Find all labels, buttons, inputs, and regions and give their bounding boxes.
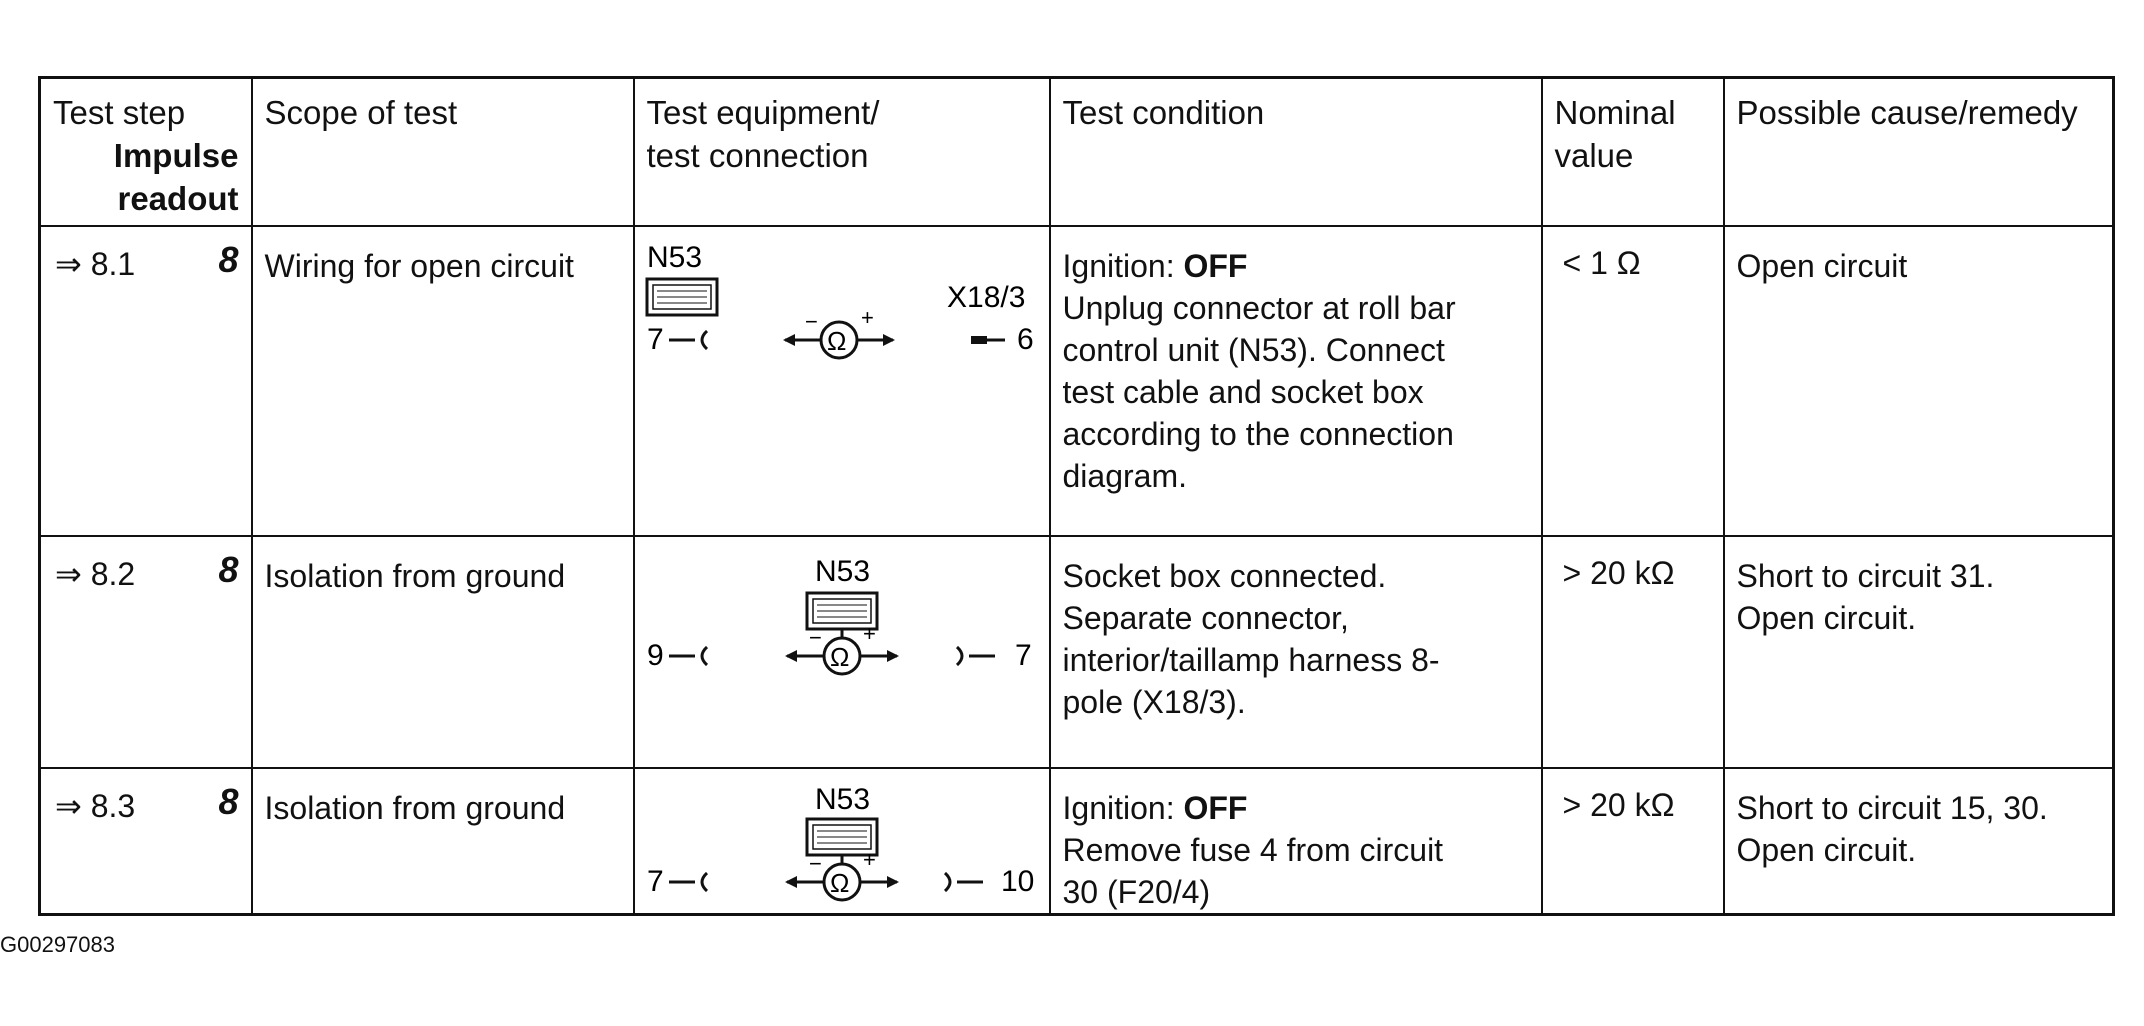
svg-text:−: − xyxy=(804,309,818,334)
right-pin-label: 10 xyxy=(1000,865,1034,898)
cause-line: Short to circuit 31. xyxy=(1736,558,1995,594)
socket-female-icon xyxy=(945,873,983,891)
nominal-cell xyxy=(1542,768,1724,915)
step-number: ⇒ 8.3 xyxy=(55,788,136,824)
right-pin-label: 7 xyxy=(1014,639,1032,672)
condition-value: OFF xyxy=(1183,248,1248,284)
condition-value: OFF xyxy=(1183,790,1248,826)
unit-label: N53 xyxy=(814,555,870,588)
header-cause-label: Possible cause/remedy xyxy=(1736,94,2078,131)
nominal-value: > 20 kΩ xyxy=(1562,555,1675,591)
header-condition xyxy=(1050,78,1542,227)
nominal-cell xyxy=(1542,226,1724,536)
step-number: ⇒ 8.1 xyxy=(55,246,136,282)
meter-symbol: Ω xyxy=(829,868,849,898)
header-nominal-line2: value xyxy=(1554,137,1634,174)
header-row xyxy=(40,78,2114,227)
connector-label: X18/3 xyxy=(946,281,1025,314)
socket-female-icon xyxy=(957,647,995,665)
cause-cell xyxy=(1724,536,2114,768)
svg-text:+: + xyxy=(862,621,876,646)
condition-line: Separate connector, xyxy=(1062,600,1349,636)
header-equipment-line1: Test equipment/ xyxy=(646,94,880,131)
equipment-cell xyxy=(634,536,1050,768)
table-row xyxy=(40,768,2114,915)
condition-line: control unit (N53). Connect xyxy=(1062,332,1445,368)
unit-label: N53 xyxy=(814,783,870,816)
test-procedure-table xyxy=(38,76,2115,916)
ohmmeter-icon xyxy=(783,305,895,358)
meter-symbol: Ω xyxy=(829,642,849,672)
condition-line: pole (X18/3). xyxy=(1062,684,1246,720)
scope-cell xyxy=(252,768,634,915)
condition-line: Socket box connected. xyxy=(1062,558,1387,594)
scope-text: Wiring for open circuit xyxy=(264,248,574,284)
step-number: ⇒ 8.2 xyxy=(55,556,136,592)
cause-cell xyxy=(1724,226,2114,536)
image-id-label: G00297083 xyxy=(0,932,115,957)
condition-cell xyxy=(1050,536,1542,768)
equipment-cell xyxy=(634,768,1050,915)
header-readout-label: readout xyxy=(117,180,239,217)
step-cell xyxy=(40,768,252,915)
socket-female-icon xyxy=(669,331,707,349)
scope-text: Isolation from ground xyxy=(264,558,566,594)
socket-female-icon xyxy=(669,647,707,665)
scope-cell xyxy=(252,226,634,536)
nominal-value: < 1 Ω xyxy=(1562,245,1641,281)
header-equipment xyxy=(634,78,1050,227)
equipment-cell xyxy=(634,226,1050,536)
scope-text: Isolation from ground xyxy=(264,790,566,826)
svg-text:−: − xyxy=(808,625,822,650)
condition-label: Ignition: xyxy=(1062,248,1175,284)
impulse-readout: 8 xyxy=(218,549,239,590)
connection-diagram xyxy=(635,537,1049,765)
step-cell xyxy=(40,226,252,536)
svg-text:+: + xyxy=(860,305,874,330)
svg-text:+: + xyxy=(862,847,876,872)
header-test-step-label: Test step xyxy=(53,94,186,131)
condition-cell xyxy=(1050,226,1542,536)
condition-line: diagram. xyxy=(1062,458,1187,494)
nominal-value: > 20 kΩ xyxy=(1562,787,1675,823)
condition-line: 30 (F20/4) xyxy=(1062,874,1211,910)
table-row xyxy=(40,536,2114,768)
impulse-readout: 8 xyxy=(218,781,239,822)
connection-diagram xyxy=(635,769,1049,909)
header-nominal xyxy=(1542,78,1724,227)
svg-text:−: − xyxy=(808,851,822,876)
left-pin-label: 7 xyxy=(646,865,664,898)
header-equipment-line2: test connection xyxy=(646,137,869,174)
left-pin-label: 9 xyxy=(646,639,664,672)
condition-cell xyxy=(1050,768,1542,915)
step-cell xyxy=(40,536,252,768)
cause-line: Open circuit. xyxy=(1736,832,1917,868)
nominal-cell xyxy=(1542,536,1724,768)
impulse-readout: 8 xyxy=(218,239,239,280)
cause-line: Open circuit. xyxy=(1736,600,1917,636)
unit-label: N53 xyxy=(646,241,702,274)
meter-symbol: Ω xyxy=(826,326,846,356)
socket-box-icon xyxy=(647,279,717,315)
socket-female-icon xyxy=(669,873,707,891)
cause-line: Short to circuit 15, 30. xyxy=(1736,790,2048,826)
header-scope-label: Scope of test xyxy=(264,94,458,131)
cause-line: Open circuit xyxy=(1736,248,1908,284)
header-test-step xyxy=(40,78,252,227)
scope-cell xyxy=(252,536,634,768)
condition-line: Unplug connector at roll bar xyxy=(1062,290,1456,326)
plug-male-icon xyxy=(971,336,1005,344)
header-cause xyxy=(1724,78,2114,227)
connection-diagram xyxy=(635,227,1049,527)
right-pin-label: 6 xyxy=(1016,323,1034,356)
header-impulse-label: Impulse xyxy=(113,137,239,174)
cause-cell xyxy=(1724,768,2114,915)
condition-line: Remove fuse 4 from circuit xyxy=(1062,832,1444,868)
header-scope xyxy=(252,78,634,227)
left-pin-label: 7 xyxy=(646,323,664,356)
header-nominal-line1: Nominal xyxy=(1554,94,1676,131)
table-row xyxy=(40,226,2114,536)
condition-line: according to the connection xyxy=(1062,416,1454,452)
condition-line: test cable and socket box xyxy=(1062,374,1424,410)
condition-line: interior/taillamp harness 8- xyxy=(1062,642,1440,678)
condition-label: Ignition: xyxy=(1062,790,1175,826)
header-condition-label: Test condition xyxy=(1062,94,1265,131)
